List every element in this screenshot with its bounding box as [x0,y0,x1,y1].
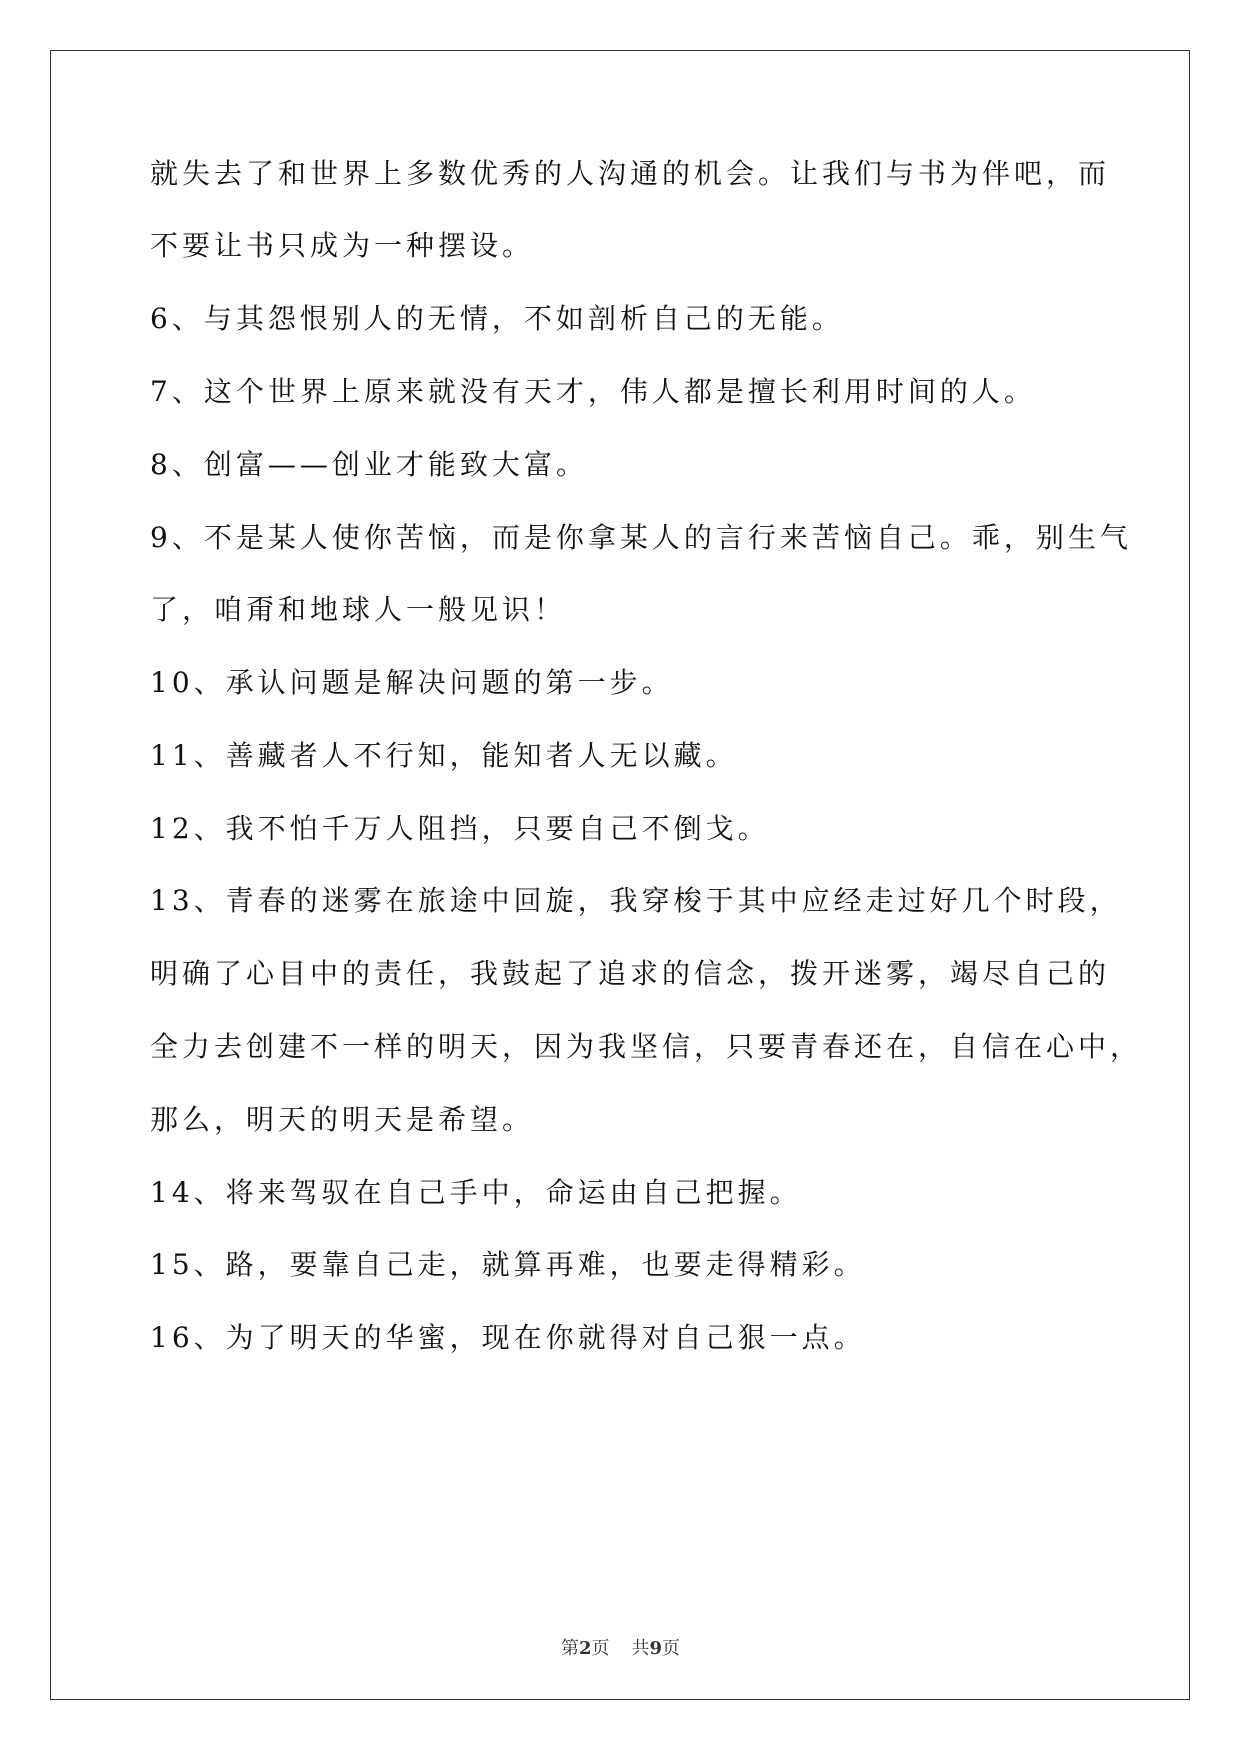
body-text-line: 14、将来驾驭在自己手中，命运由自己把握。 [150,1176,802,1209]
body-text-line: 13、青春的迷雾在旅途中回旋，我穿梭于其中应经走过好几个时段， [150,884,1122,917]
body-text-line: 10、承认问题是解决问题的第一步。 [150,666,674,699]
body-text-line: 9、不是某人使你苦恼，而是你拿某人的言行来苦恼自己。乖，别生气 [150,521,1132,554]
body-text-line: 12、我不怕千万人阻挡，只要自己不倒戈。 [150,812,770,845]
body-text-line: 不要让书只成为一种摆设。 [150,229,535,262]
total-suffix: 页 [662,1638,681,1659]
body-text-line: 8、创富——创业才能致大富。 [150,448,588,481]
body-text-line: 那么，明天的明天是希望。 [150,1103,535,1136]
body-text-line: 了，咱甭和地球人一般见识！ [150,593,567,626]
body-text-line: 11、善藏者人不行知，能知者人无以藏。 [150,739,738,772]
page-frame [50,50,1190,1700]
body-text-line: 明确了心目中的责任，我鼓起了追求的信念，拨开迷雾，竭尽自己的 [150,957,1111,990]
body-text-line: 全力去创建不一样的明天，因为我坚信，只要青春还在，自信在心中， [150,1030,1143,1063]
total-prefix: 共 [631,1638,650,1659]
body-text-line: 就失去了和世界上多数优秀的人沟通的机会。让我们与书为伴吧，而 [150,157,1111,190]
total-pages-number: 9 [649,1638,663,1659]
page-prefix: 第 [560,1638,579,1659]
current-page-number: 2 [578,1638,592,1659]
page-number-footer [0,1636,1241,1662]
body-text-line: 16、为了明天的华蜜，现在你就得对自己狠一点。 [150,1321,866,1354]
body-text-line: 7、这个世界上原来就没有天才，伟人都是擅长利用时间的人。 [150,375,1036,408]
body-text-line: 6、与其怨恨别人的无情，不如剖析自己的无能。 [150,302,844,335]
page-suffix: 页 [591,1638,610,1659]
body-text-line: 15、路，要靠自己走，就算再难，也要走得精彩。 [150,1248,866,1281]
